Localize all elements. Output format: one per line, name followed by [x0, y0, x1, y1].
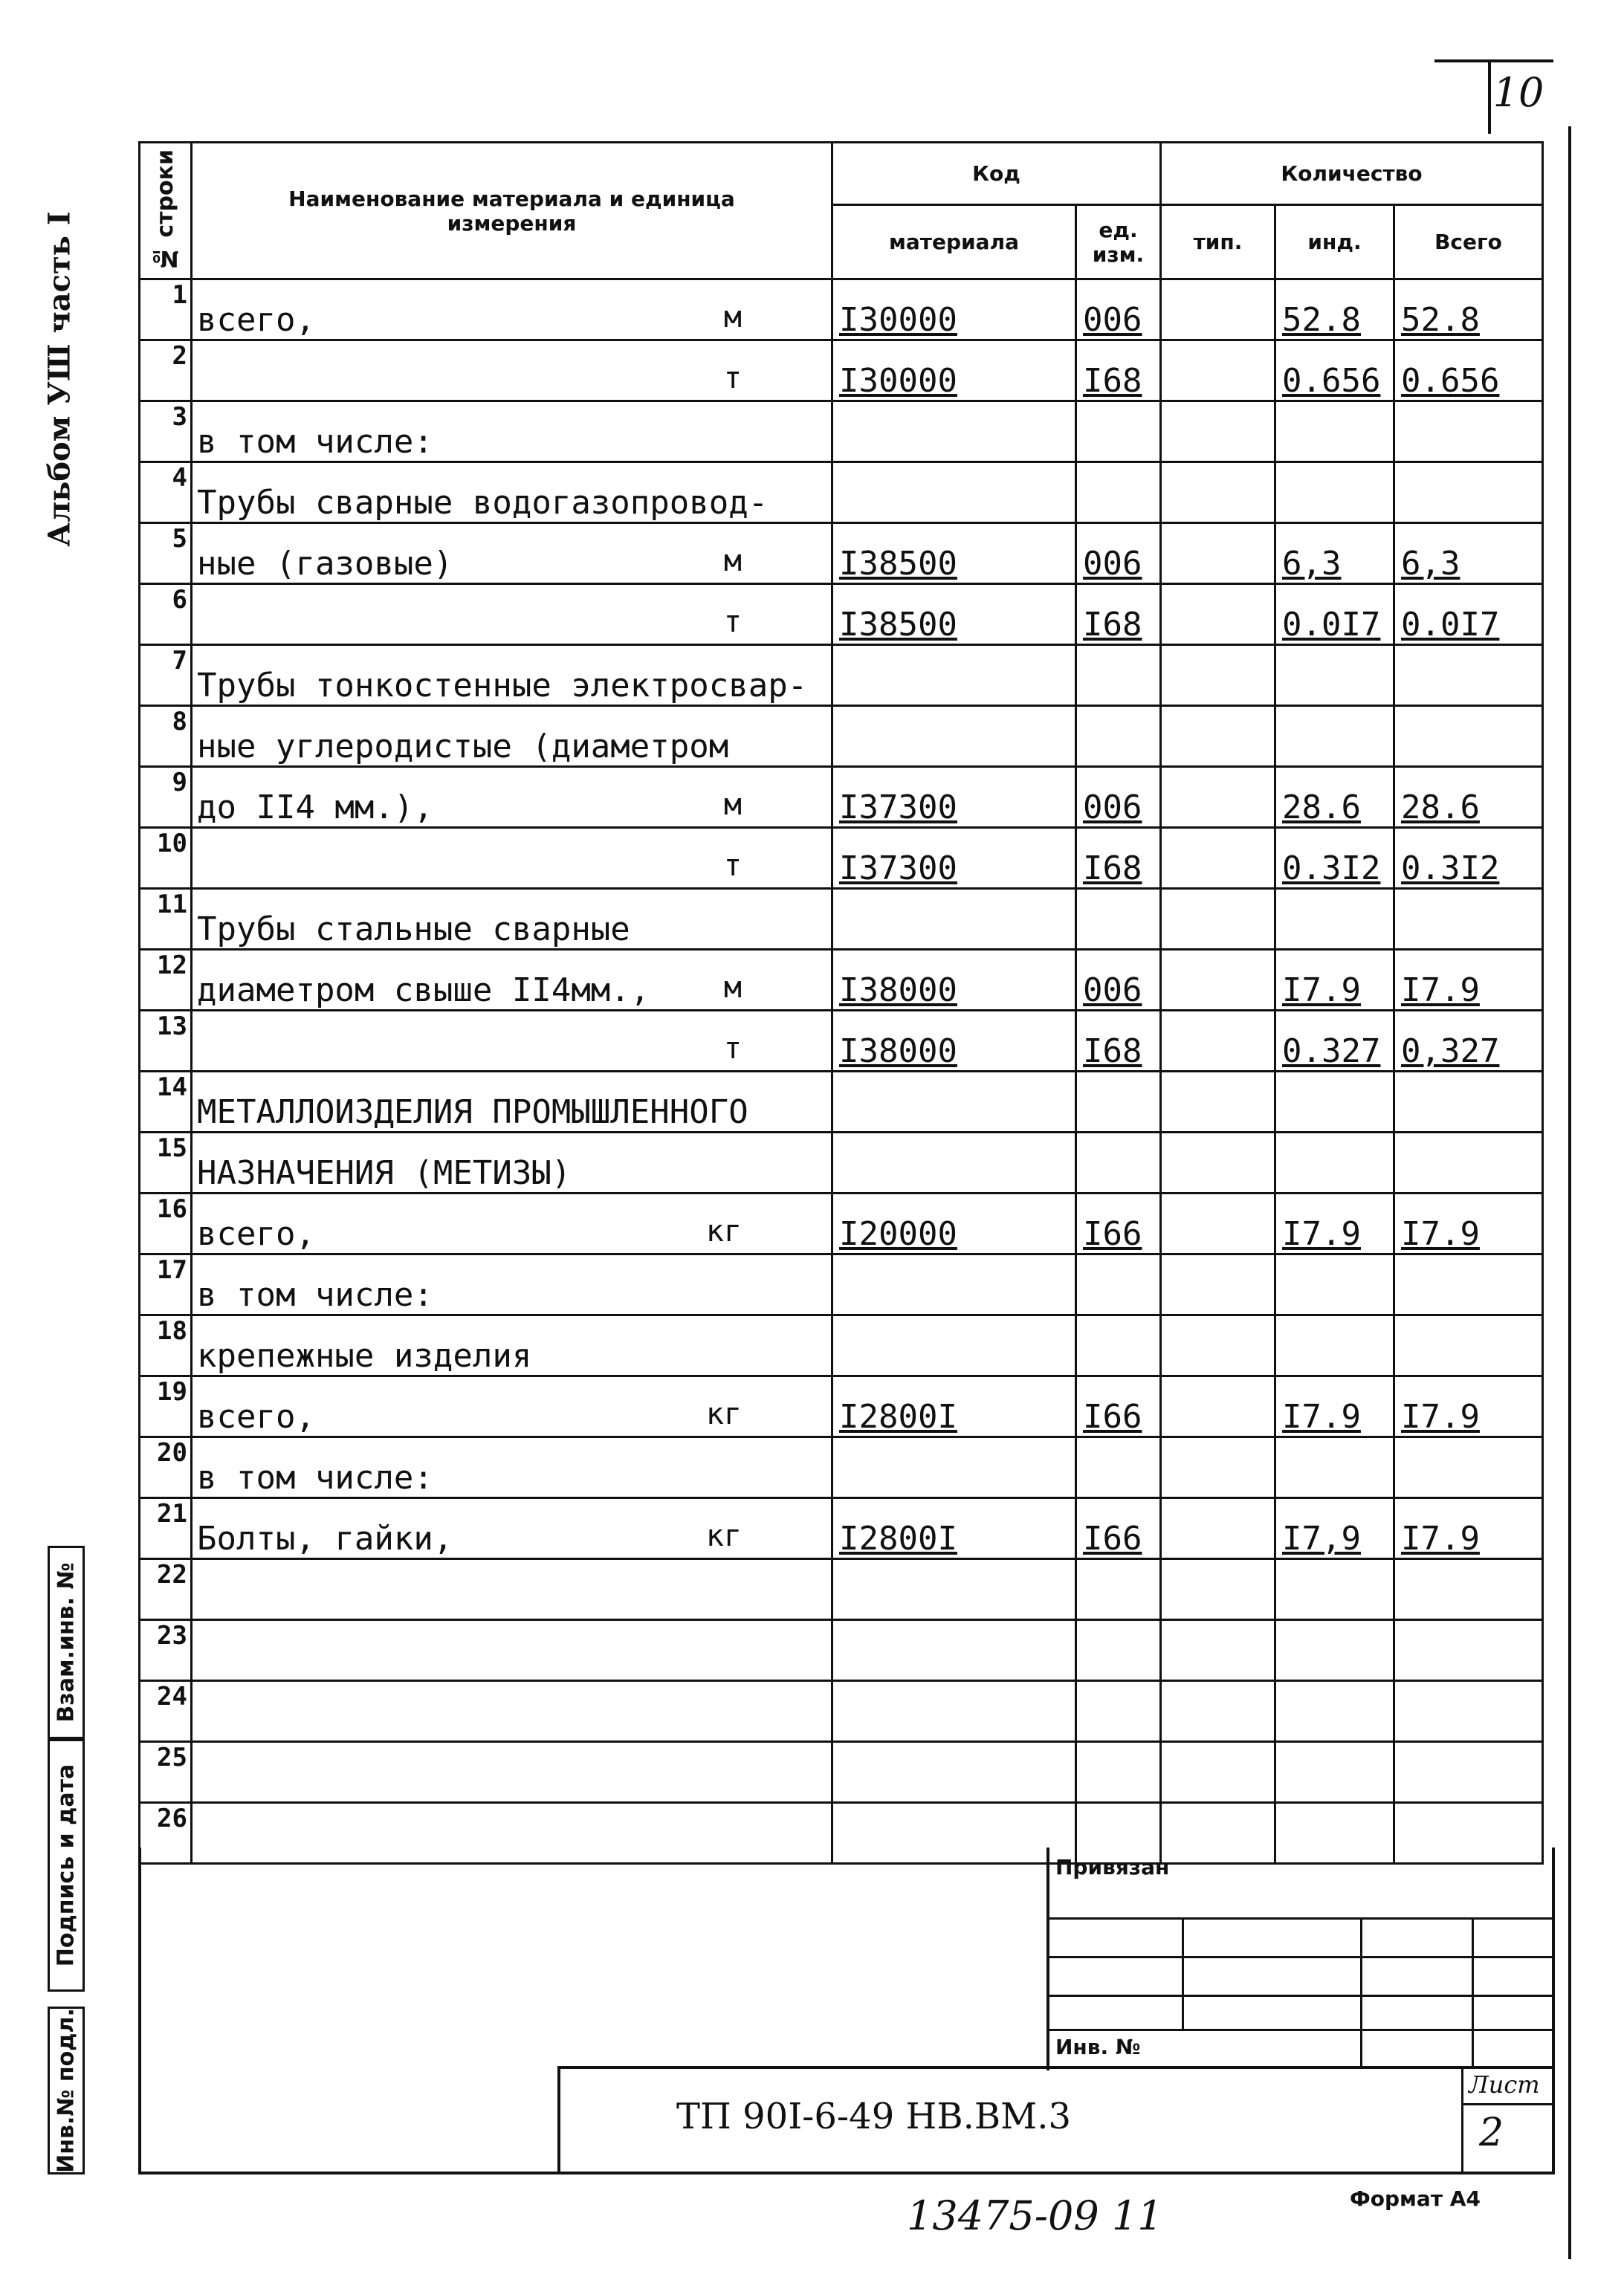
row-number: 10: [140, 828, 192, 889]
header-unit: ед. изм.: [1076, 205, 1161, 279]
qty-total: I7.9: [1394, 950, 1543, 1011]
table-row: [140, 401, 1543, 462]
qty-typ: [1161, 401, 1275, 462]
unit-code: 006: [1076, 279, 1161, 340]
material-name: [192, 1133, 832, 1194]
material-code: [832, 401, 1076, 462]
inv-no-label: Инв. №: [1055, 2035, 1141, 2059]
unit-code: I68: [1076, 828, 1161, 889]
material-name: [192, 1194, 832, 1254]
row-number: 16: [140, 1194, 192, 1254]
material-code: I30000: [832, 340, 1076, 401]
material-name-text: в том числе:: [197, 1459, 433, 1497]
material-code: I37300: [832, 828, 1076, 889]
right-border-rule: [1568, 126, 1571, 2259]
qty-typ: [1161, 340, 1275, 401]
sheet-divider: [1461, 2067, 1463, 2174]
stamp-divider: [1472, 1917, 1474, 2066]
row-number: 26: [140, 1803, 192, 1864]
table-row: [140, 767, 1543, 828]
measure-unit: м: [723, 544, 742, 578]
material-table: [138, 141, 1544, 1865]
qty-ind: [1275, 1620, 1394, 1681]
qty-total: 0.0I7: [1394, 584, 1543, 645]
material-name: [192, 584, 832, 645]
qty-total: [1394, 1072, 1543, 1133]
material-name-text: Трубы сварные водогазопровод-: [197, 484, 769, 522]
row-number: 24: [140, 1681, 192, 1742]
header-material: материала: [832, 205, 1076, 279]
qty-ind: I7.9: [1275, 1376, 1394, 1437]
row-number: 14: [140, 1072, 192, 1133]
row-number: 3: [140, 401, 192, 462]
qty-typ: [1161, 1315, 1275, 1376]
material-code: I30000: [832, 279, 1076, 340]
material-name: [192, 889, 832, 950]
unit-code: [1076, 1559, 1161, 1620]
qty-total: I7.9: [1394, 1498, 1543, 1559]
unit-code: [1076, 1133, 1161, 1194]
table-row: [140, 1254, 1543, 1315]
row-number: 9: [140, 767, 192, 828]
material-name-text: ные углеродистые (диаметром: [197, 728, 729, 765]
table-row: [140, 645, 1543, 706]
unit-code: I66: [1076, 1376, 1161, 1437]
material-code: [832, 1742, 1076, 1803]
qty-typ: [1161, 584, 1275, 645]
material-code: [832, 1254, 1076, 1315]
qty-typ: [1161, 1011, 1275, 1072]
qty-total: I7.9: [1394, 1376, 1543, 1437]
qty-typ: [1161, 645, 1275, 706]
qty-typ: [1161, 1559, 1275, 1620]
material-code: [832, 1681, 1076, 1742]
row-number: 11: [140, 889, 192, 950]
material-code: I38000: [832, 950, 1076, 1011]
table-row: [140, 1315, 1543, 1376]
unit-code: [1076, 1742, 1161, 1803]
unit-code: [1076, 401, 1161, 462]
stamp-divider: [1360, 1917, 1362, 2066]
qty-ind: I7.9: [1275, 950, 1394, 1011]
unit-code: 006: [1076, 523, 1161, 584]
material-code: [832, 1559, 1076, 1620]
material-name-text: Трубы тонкостенные электросвар-: [197, 667, 808, 705]
qty-total: 0.3I2: [1394, 828, 1543, 889]
qty-typ: [1161, 1254, 1275, 1315]
qty-total: [1394, 1315, 1543, 1376]
material-name-text: всего,: [197, 301, 315, 339]
material-name: [192, 1072, 832, 1133]
material-name-text: до II4 мм.),: [197, 788, 433, 826]
qty-total: 28.6: [1394, 767, 1543, 828]
table-row: [140, 584, 1543, 645]
table-row: [140, 1559, 1543, 1620]
row-number: 8: [140, 706, 192, 767]
unit-code: [1076, 1437, 1161, 1498]
qty-ind: [1275, 1559, 1394, 1620]
material-name: [192, 340, 832, 401]
unit-code: [1076, 889, 1161, 950]
material-code: [832, 645, 1076, 706]
row-number: 18: [140, 1315, 192, 1376]
stamp-line: [1048, 2029, 1553, 2031]
material-name-text: НАЗНАЧЕНИЯ (МЕТИЗЫ): [197, 1154, 572, 1192]
material-name-text: диаметром свыше II4мм.,: [197, 971, 650, 1009]
material-name: [192, 401, 832, 462]
table-row: [140, 706, 1543, 767]
measure-unit: м: [723, 788, 742, 822]
side-stamp-sign-text: Подпись и дата: [53, 1764, 80, 1967]
material-code: I38000: [832, 1011, 1076, 1072]
qty-ind: [1275, 1681, 1394, 1742]
handwritten-note: 13475-09 11: [907, 2192, 1163, 2239]
side-stamp-orig-text: Инв.№ подл.: [53, 2008, 80, 2173]
qty-typ: [1161, 462, 1275, 523]
qty-ind: [1275, 1437, 1394, 1498]
measure-unit: т: [723, 1032, 742, 1066]
unit-code: [1076, 1681, 1161, 1742]
row-number: 25: [140, 1742, 192, 1803]
qty-total: [1394, 401, 1543, 462]
unit-code: [1076, 1315, 1161, 1376]
header-ind: инд.: [1275, 205, 1394, 279]
material-name: [192, 1254, 832, 1315]
row-number: 2: [140, 340, 192, 401]
header-row-no: № строки: [140, 143, 192, 279]
material-name: [192, 279, 832, 340]
row-number: 21: [140, 1498, 192, 1559]
material-name-text: всего,: [197, 1398, 315, 1436]
unit-code: [1076, 645, 1161, 706]
measure-unit: кг: [705, 1214, 742, 1249]
qty-ind: [1275, 889, 1394, 950]
material-name-text: Болты, гайки,: [197, 1520, 453, 1558]
stamp-divider: [1182, 1917, 1184, 2029]
unit-code: [1076, 462, 1161, 523]
qty-typ: [1161, 706, 1275, 767]
qty-ind: 0.3I2: [1275, 828, 1394, 889]
album-label-text: Альбом УШ часть I: [42, 211, 77, 547]
qty-ind: I7.9: [1275, 1194, 1394, 1254]
page-number: 10: [1492, 69, 1544, 116]
table-row: [140, 1133, 1543, 1194]
table-row: [140, 279, 1543, 340]
header-code: Код: [832, 143, 1161, 205]
material-name: [192, 950, 832, 1011]
qty-typ: [1161, 1437, 1275, 1498]
table-row: [140, 340, 1543, 401]
qty-total: 6,3: [1394, 523, 1543, 584]
qty-ind: [1275, 401, 1394, 462]
qty-ind: 0.0I7: [1275, 584, 1394, 645]
row-number: 20: [140, 1437, 192, 1498]
material-code: [832, 1133, 1076, 1194]
row-number: 5: [140, 523, 192, 584]
material-name-text: крепежные изделия: [197, 1337, 532, 1375]
qty-typ: [1161, 1072, 1275, 1133]
sheet-number: 2: [1479, 2111, 1504, 2155]
material-code: I38500: [832, 523, 1076, 584]
row-number: 19: [140, 1376, 192, 1437]
qty-typ: [1161, 950, 1275, 1011]
table-row: [140, 1620, 1543, 1681]
qty-ind: [1275, 1072, 1394, 1133]
material-code: [832, 1437, 1076, 1498]
material-code: [832, 462, 1076, 523]
table-row: [140, 1437, 1543, 1498]
material-name: [192, 1011, 832, 1072]
row-number: 22: [140, 1559, 192, 1620]
table-row: [140, 1681, 1543, 1742]
qty-ind: [1275, 645, 1394, 706]
header-name: Наименование материала и единица измерения: [192, 143, 832, 279]
stamp-line: [1048, 1917, 1553, 1920]
row-number: 1: [140, 279, 192, 340]
qty-typ: [1161, 828, 1275, 889]
material-code: [832, 1620, 1076, 1681]
row-number: 15: [140, 1133, 192, 1194]
unit-code: 006: [1076, 950, 1161, 1011]
table-row: [140, 462, 1543, 523]
unit-code: I68: [1076, 340, 1161, 401]
table-row: [140, 1011, 1543, 1072]
qty-total: 52.8: [1394, 279, 1543, 340]
material-code: I37300: [832, 767, 1076, 828]
linked-label: Привязан: [1055, 1855, 1170, 1879]
unit-code: [1076, 1254, 1161, 1315]
qty-typ: [1161, 1133, 1275, 1194]
stamp-line: [1048, 1995, 1553, 1997]
unit-code: I68: [1076, 584, 1161, 645]
unit-code: [1076, 1620, 1161, 1681]
sheet-label: Лист: [1469, 2070, 1540, 2099]
qty-typ: [1161, 1498, 1275, 1559]
qty-ind: [1275, 706, 1394, 767]
table-row: [140, 1194, 1543, 1254]
document-code: ТП 90I-6-49 НВ.ВМ.3: [676, 2096, 1072, 2137]
measure-unit: кг: [705, 1519, 742, 1553]
qty-ind: 6,3: [1275, 523, 1394, 584]
material-name: [192, 1376, 832, 1437]
qty-typ: [1161, 1376, 1275, 1437]
material-name-text: всего,: [197, 1215, 315, 1253]
measure-unit: м: [723, 300, 742, 334]
material-code: [832, 1072, 1076, 1133]
table-row: [140, 1742, 1543, 1803]
qty-total: [1394, 1133, 1543, 1194]
header-total: Всего: [1394, 205, 1543, 279]
material-name: [192, 1498, 832, 1559]
qty-typ: [1161, 523, 1275, 584]
unit-code: I66: [1076, 1498, 1161, 1559]
qty-typ: [1161, 1742, 1275, 1803]
format-label: Формат А4: [1350, 2186, 1481, 2211]
side-stamp-exchange-text: Взам.инв. №: [53, 1562, 80, 1723]
unit-code: I68: [1076, 1011, 1161, 1072]
page-number-divider: [1488, 59, 1491, 134]
measure-unit: м: [723, 971, 742, 1005]
row-number: 6: [140, 584, 192, 645]
qty-total: [1394, 1681, 1543, 1742]
qty-total: [1394, 1742, 1543, 1803]
qty-ind: 52.8: [1275, 279, 1394, 340]
side-stamp-sign: [48, 1739, 85, 1992]
material-name: [192, 645, 832, 706]
material-code: I38500: [832, 584, 1076, 645]
header-quantity: Количество: [1161, 143, 1543, 205]
table-row: [140, 523, 1543, 584]
material-code: [832, 706, 1076, 767]
qty-ind: [1275, 1742, 1394, 1803]
material-name-text: в том числе:: [197, 1276, 433, 1314]
qty-typ: [1161, 1194, 1275, 1254]
material-name: [192, 1681, 832, 1742]
qty-ind: 0.327: [1275, 1011, 1394, 1072]
qty-ind: 0.656: [1275, 340, 1394, 401]
unit-code: 006: [1076, 767, 1161, 828]
material-name-text: ные (газовые): [197, 545, 453, 583]
table-row: [140, 889, 1543, 950]
qty-total: [1394, 1437, 1543, 1498]
material-name: [192, 1437, 832, 1498]
qty-total: [1394, 645, 1543, 706]
qty-total: [1394, 706, 1543, 767]
table-row: [140, 1072, 1543, 1133]
qty-total: [1394, 889, 1543, 950]
measure-unit: т: [723, 849, 742, 883]
qty-ind: 28.6: [1275, 767, 1394, 828]
unit-code: I66: [1076, 1194, 1161, 1254]
material-name: [192, 706, 832, 767]
table-row: [140, 1498, 1543, 1559]
qty-total: 0.656: [1394, 340, 1543, 401]
qty-total: [1394, 1620, 1543, 1681]
row-number: 17: [140, 1254, 192, 1315]
material-name: [192, 462, 832, 523]
row-number: 23: [140, 1620, 192, 1681]
material-name: [192, 828, 832, 889]
qty-typ: [1161, 1620, 1275, 1681]
material-code: [832, 889, 1076, 950]
qty-total: I7.9: [1394, 1194, 1543, 1254]
row-number: 7: [140, 645, 192, 706]
measure-unit: кг: [705, 1397, 742, 1431]
qty-total: [1394, 462, 1543, 523]
album-label: [30, 193, 89, 565]
qty-typ: [1161, 1681, 1275, 1742]
measure-unit: т: [723, 605, 742, 639]
row-number: 4: [140, 462, 192, 523]
qty-ind: [1275, 1133, 1394, 1194]
qty-typ: [1161, 279, 1275, 340]
qty-ind: [1275, 462, 1394, 523]
qty-total: 0,327: [1394, 1011, 1543, 1072]
stamp-line: [1048, 1956, 1553, 1958]
material-name: [192, 1620, 832, 1681]
qty-ind: I7,9: [1275, 1498, 1394, 1559]
material-name: [192, 1742, 832, 1803]
material-code: I20000: [832, 1194, 1076, 1254]
material-name: [192, 523, 832, 584]
table-row: [140, 950, 1543, 1011]
table-row: [140, 828, 1543, 889]
row-number: 12: [140, 950, 192, 1011]
material-name-text: в том числе:: [197, 423, 433, 461]
material-name: [192, 1559, 832, 1620]
header-typ: тип.: [1161, 205, 1275, 279]
qty-ind: [1275, 1254, 1394, 1315]
qty-total: [1394, 1254, 1543, 1315]
qty-typ: [1161, 889, 1275, 950]
material-name-text: Трубы стальные сварные: [197, 910, 630, 948]
material-code: [832, 1315, 1076, 1376]
side-stamp-exchange: [48, 1546, 85, 1739]
material-name: [192, 1315, 832, 1376]
qty-total: [1394, 1559, 1543, 1620]
unit-code: [1076, 1072, 1161, 1133]
material-code: I2800I: [832, 1376, 1076, 1437]
qty-ind: [1275, 1315, 1394, 1376]
measure-unit: т: [723, 361, 742, 395]
material-code: I2800I: [832, 1498, 1076, 1559]
row-number: 13: [140, 1011, 192, 1072]
side-stamp-orig: [48, 2007, 85, 2174]
table-row: [140, 1376, 1543, 1437]
qty-typ: [1161, 767, 1275, 828]
sheet-line: [1461, 2103, 1555, 2105]
material-name-text: МЕТАЛЛОИЗДЕЛИЯ ПРОМЫШЛЕННОГО: [197, 1093, 748, 1131]
material-name: [192, 767, 832, 828]
unit-code: [1076, 706, 1161, 767]
